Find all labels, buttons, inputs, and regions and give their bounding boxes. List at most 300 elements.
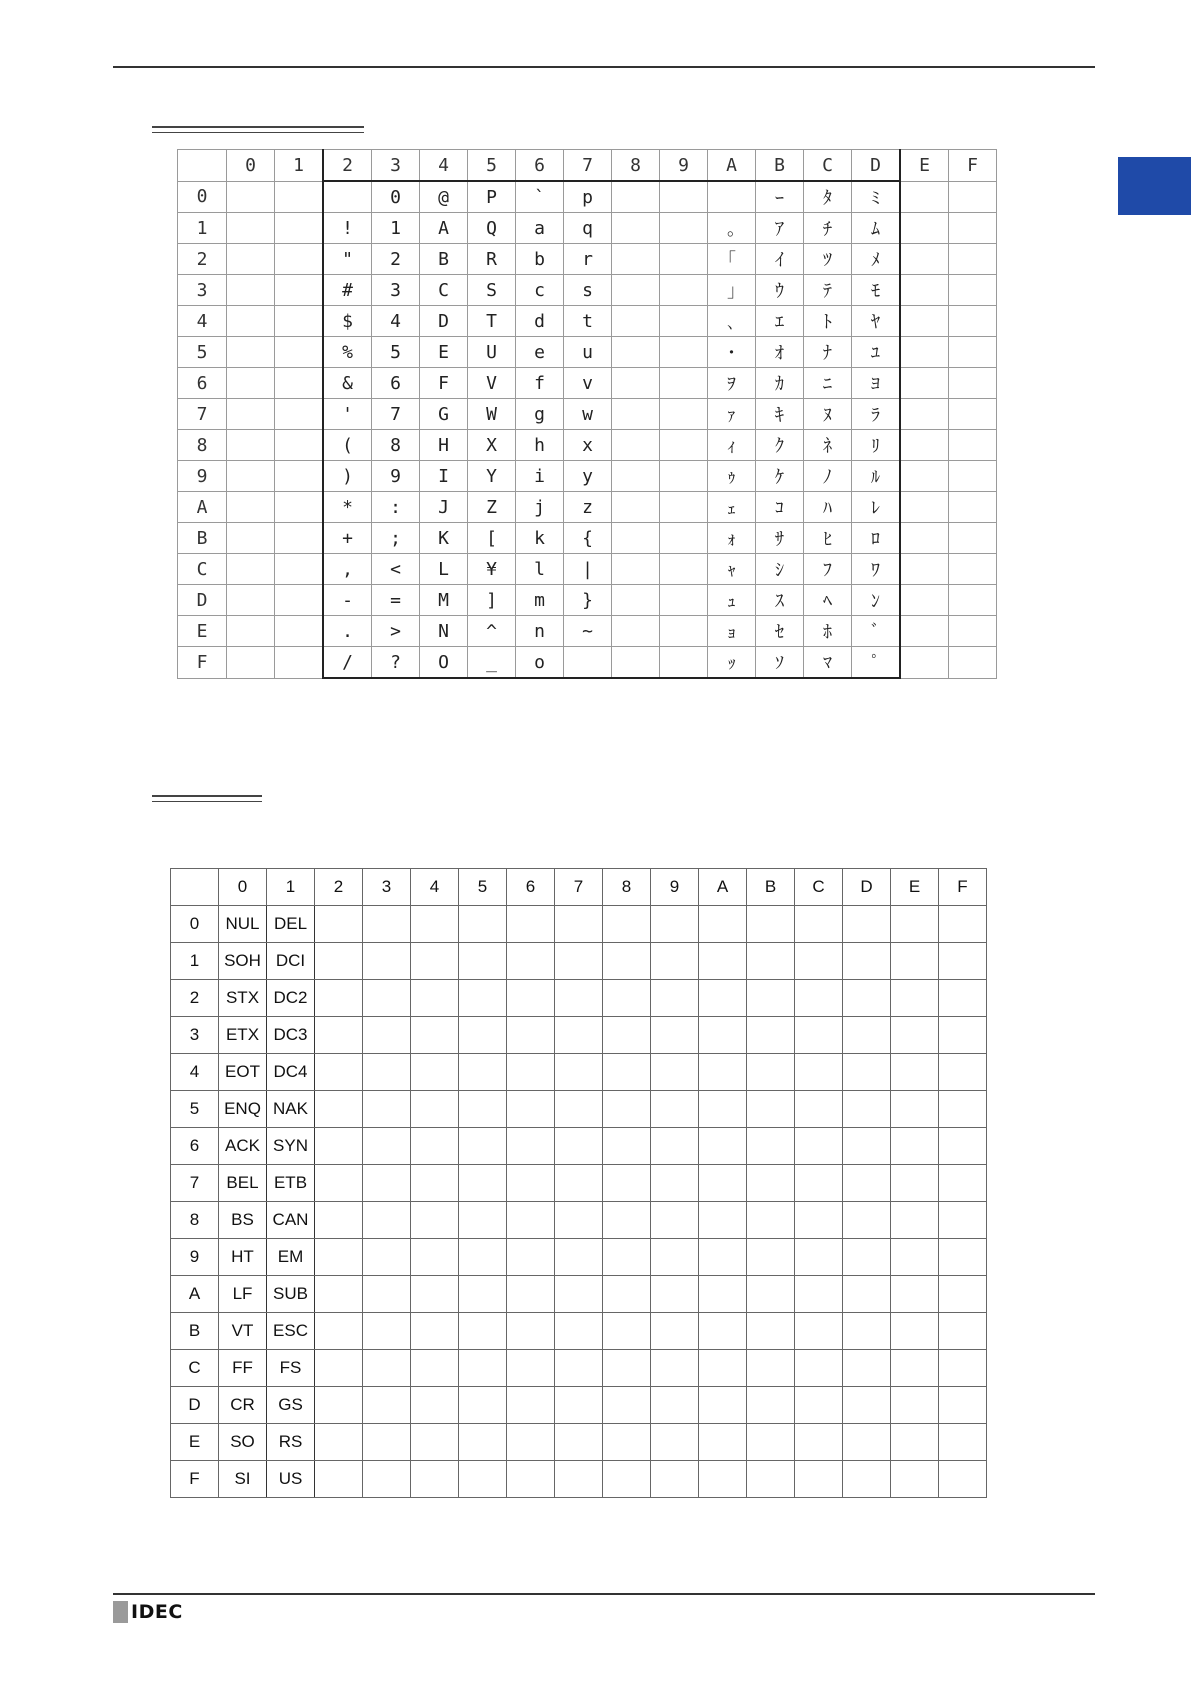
empty-cell [459, 1387, 507, 1424]
empty-cell [459, 1239, 507, 1276]
empty-cell [891, 1387, 939, 1424]
char-cell [227, 492, 275, 523]
char-cell: T [468, 306, 516, 337]
empty-cell [891, 1054, 939, 1091]
empty-cell [315, 1091, 363, 1128]
char-cell [900, 523, 949, 554]
header-row [178, 150, 997, 182]
char-cell: ｱ [756, 213, 804, 244]
empty-cell [363, 943, 411, 980]
empty-cell [795, 1165, 843, 1202]
char-cell [612, 554, 660, 585]
empty-cell [699, 1461, 747, 1498]
char-cell [949, 399, 997, 430]
row-header: B [171, 1313, 219, 1350]
empty-cell [699, 906, 747, 943]
empty-cell [315, 1313, 363, 1350]
row-header: A [171, 1276, 219, 1313]
empty-cell [555, 1054, 603, 1091]
empty-cell [939, 906, 987, 943]
char-cell [900, 181, 949, 213]
empty-cell [747, 1128, 795, 1165]
empty-cell [459, 1276, 507, 1313]
empty-cell [363, 1461, 411, 1498]
empty-cell [411, 943, 459, 980]
empty-cell [363, 1239, 411, 1276]
empty-cell [555, 1017, 603, 1054]
char-cell: ｻ [756, 523, 804, 554]
empty-cell [891, 1202, 939, 1239]
column-header: B [747, 869, 795, 906]
char-cell: ｺ [756, 492, 804, 523]
char-cell: i [516, 461, 564, 492]
char-cell [612, 647, 660, 679]
table-row [171, 1202, 987, 1239]
char-cell: ｿ [756, 647, 804, 679]
empty-cell [555, 1387, 603, 1424]
empty-cell [507, 943, 555, 980]
column-header: F [939, 869, 987, 906]
table-row [171, 1054, 987, 1091]
empty-cell [699, 1350, 747, 1387]
row-header: 9 [178, 461, 227, 492]
char-cell: J [420, 492, 468, 523]
table-row [178, 213, 997, 244]
char-cell [900, 492, 949, 523]
empty-cell [651, 1239, 699, 1276]
table-row [178, 244, 997, 275]
empty-cell [939, 1461, 987, 1498]
char-cell: 2 [372, 244, 420, 275]
char-cell: | [564, 554, 612, 585]
char-cell: } [564, 585, 612, 616]
char-cell [275, 554, 324, 585]
empty-cell [411, 1461, 459, 1498]
empty-cell [507, 1424, 555, 1461]
empty-cell [507, 1091, 555, 1128]
empty-cell [315, 1387, 363, 1424]
empty-cell [363, 1424, 411, 1461]
char-cell: ﾌ [804, 554, 852, 585]
header-row [171, 869, 987, 906]
char-cell [949, 213, 997, 244]
char-cell: ｰ [756, 181, 804, 213]
char-cell: ^ [468, 616, 516, 647]
empty-cell [747, 943, 795, 980]
char-cell [900, 461, 949, 492]
char-cell: [ [468, 523, 516, 554]
table-row [178, 430, 997, 461]
char-cell [227, 430, 275, 461]
empty-cell [795, 1424, 843, 1461]
char-cell: ﾈ [804, 430, 852, 461]
char-cell [227, 399, 275, 430]
char-cell [275, 523, 324, 554]
column-header: B [756, 150, 804, 182]
char-cell [949, 244, 997, 275]
char-cell [660, 306, 708, 337]
char-cell: 8 [372, 430, 420, 461]
empty-cell [891, 980, 939, 1017]
empty-cell [507, 1017, 555, 1054]
empty-cell [507, 1202, 555, 1239]
empty-cell [795, 1202, 843, 1239]
empty-cell [603, 943, 651, 980]
control-code-cell: DCI [267, 943, 315, 980]
control-code-cell: BEL [219, 1165, 267, 1202]
table-row [178, 368, 997, 399]
empty-cell [843, 1128, 891, 1165]
char-cell: b [516, 244, 564, 275]
empty-cell [603, 1202, 651, 1239]
char-cell [275, 275, 324, 306]
empty-cell [939, 1276, 987, 1313]
char-cell [275, 181, 324, 213]
char-cell [949, 275, 997, 306]
row-header: 3 [171, 1017, 219, 1054]
empty-cell [459, 1165, 507, 1202]
control-code-cell: FS [267, 1350, 315, 1387]
char-cell [900, 430, 949, 461]
char-cell: t [564, 306, 612, 337]
empty-cell [555, 1276, 603, 1313]
empty-cell [747, 1387, 795, 1424]
char-cell: ﾘ [852, 430, 901, 461]
empty-cell [411, 1313, 459, 1350]
row-header: C [171, 1350, 219, 1387]
char-cell: ﾕ [852, 337, 901, 368]
char-cell: ｧ [708, 399, 756, 430]
empty-cell [507, 1165, 555, 1202]
column-header: D [852, 150, 901, 182]
char-cell: ﾍ [804, 585, 852, 616]
control-code-cell: HT [219, 1239, 267, 1276]
table-row [171, 1276, 987, 1313]
empty-cell [651, 1017, 699, 1054]
empty-cell [651, 1202, 699, 1239]
char-cell [227, 275, 275, 306]
row-header: 3 [178, 275, 227, 306]
row-header: 7 [171, 1165, 219, 1202]
char-cell: ﾗ [852, 399, 901, 430]
char-cell: ｬ [708, 554, 756, 585]
empty-cell [507, 980, 555, 1017]
char-cell: ﾜ [852, 554, 901, 585]
char-cell: ¥ [468, 554, 516, 585]
empty-cell [891, 1091, 939, 1128]
empty-cell [411, 1276, 459, 1313]
empty-cell [507, 1128, 555, 1165]
char-cell: Z [468, 492, 516, 523]
char-cell: o [516, 647, 564, 679]
empty-cell [651, 1128, 699, 1165]
char-cell [949, 181, 997, 213]
char-cell: C [420, 275, 468, 306]
control-code-cell: CAN [267, 1202, 315, 1239]
char-cell [275, 430, 324, 461]
empty-cell [891, 1350, 939, 1387]
column-header: 5 [459, 869, 507, 906]
char-cell [227, 368, 275, 399]
char-cell [949, 616, 997, 647]
empty-cell [459, 1128, 507, 1165]
empty-cell [747, 1424, 795, 1461]
row-header: D [171, 1387, 219, 1424]
char-cell: < [372, 554, 420, 585]
char-cell: ﾎ [804, 616, 852, 647]
table-corner [178, 150, 227, 182]
char-cell: v [564, 368, 612, 399]
char-cell: M [420, 585, 468, 616]
empty-cell [411, 980, 459, 1017]
char-cell [660, 523, 708, 554]
empty-cell [939, 1091, 987, 1128]
empty-cell [411, 1091, 459, 1128]
control-code-table [170, 868, 987, 1498]
empty-cell [651, 1165, 699, 1202]
empty-cell [939, 1128, 987, 1165]
char-cell: ｼ [756, 554, 804, 585]
char-cell: ｩ [708, 461, 756, 492]
empty-cell [699, 1202, 747, 1239]
empty-cell [891, 943, 939, 980]
char-cell: ｷ [756, 399, 804, 430]
char-cell: ｾ [756, 616, 804, 647]
empty-cell [891, 1313, 939, 1350]
char-cell [612, 430, 660, 461]
char-cell [949, 337, 997, 368]
row-header: F [178, 647, 227, 679]
char-cell [900, 213, 949, 244]
empty-cell [795, 943, 843, 980]
char-cell: F [420, 368, 468, 399]
empty-cell [747, 980, 795, 1017]
table-row [178, 306, 997, 337]
char-cell: ﾋ [804, 523, 852, 554]
row-header: 6 [171, 1128, 219, 1165]
char-cell [227, 585, 275, 616]
table-row [171, 1017, 987, 1054]
row-header: 8 [178, 430, 227, 461]
empty-cell [699, 1239, 747, 1276]
control-code-cell: ESC [267, 1313, 315, 1350]
row-header: 7 [178, 399, 227, 430]
empty-cell [939, 1017, 987, 1054]
row-header: A [178, 492, 227, 523]
empty-cell [939, 1165, 987, 1202]
empty-cell [795, 1387, 843, 1424]
empty-cell [747, 1202, 795, 1239]
control-code-cell: SUB [267, 1276, 315, 1313]
control-code-cell: DC2 [267, 980, 315, 1017]
empty-cell [315, 1461, 363, 1498]
char-cell: ﾇ [804, 399, 852, 430]
control-code-cell: EM [267, 1239, 315, 1276]
char-cell [275, 213, 324, 244]
empty-cell [555, 1128, 603, 1165]
empty-cell [315, 1165, 363, 1202]
table-row [178, 181, 997, 213]
empty-cell [603, 1461, 651, 1498]
empty-cell [411, 1054, 459, 1091]
char-cell: ﾒ [852, 244, 901, 275]
control-code-cell: LF [219, 1276, 267, 1313]
char-cell [660, 492, 708, 523]
char-cell [900, 275, 949, 306]
column-header: C [795, 869, 843, 906]
char-cell [708, 181, 756, 213]
empty-cell [315, 906, 363, 943]
column-header: 4 [420, 150, 468, 182]
char-cell [612, 244, 660, 275]
empty-cell [555, 980, 603, 1017]
char-cell: ｳ [756, 275, 804, 306]
char-cell [227, 213, 275, 244]
char-cell: K [420, 523, 468, 554]
table-row [178, 616, 997, 647]
char-cell: y [564, 461, 612, 492]
char-cell: w [564, 399, 612, 430]
char-cell: Y [468, 461, 516, 492]
empty-cell [555, 1239, 603, 1276]
table-row [171, 1461, 987, 1498]
char-cell: L [420, 554, 468, 585]
char-cell [660, 368, 708, 399]
empty-cell [651, 980, 699, 1017]
section-heading-underline [152, 801, 262, 802]
empty-cell [459, 1091, 507, 1128]
empty-cell [843, 943, 891, 980]
char-cell: p [564, 181, 612, 213]
empty-cell [891, 1017, 939, 1054]
empty-cell [507, 1239, 555, 1276]
empty-cell [651, 1387, 699, 1424]
empty-cell [411, 906, 459, 943]
char-cell: { [564, 523, 612, 554]
control-code-cell: US [267, 1461, 315, 1498]
column-header: C [804, 150, 852, 182]
table-row [178, 523, 997, 554]
empty-cell [939, 943, 987, 980]
empty-cell [603, 1424, 651, 1461]
char-cell: ﾛ [852, 523, 901, 554]
char-cell [949, 554, 997, 585]
empty-cell [795, 1054, 843, 1091]
char-cell: . [323, 616, 372, 647]
row-header: 5 [171, 1091, 219, 1128]
empty-cell [603, 1276, 651, 1313]
column-header: A [708, 150, 756, 182]
empty-cell [459, 1461, 507, 1498]
empty-cell [507, 1054, 555, 1091]
char-cell: 9 [372, 461, 420, 492]
empty-cell [795, 1276, 843, 1313]
char-cell [227, 337, 275, 368]
column-header: 5 [468, 150, 516, 182]
char-cell: + [323, 523, 372, 554]
empty-cell [699, 1387, 747, 1424]
row-header: 0 [178, 181, 227, 213]
char-cell: q [564, 213, 612, 244]
idec-logo [113, 1601, 183, 1623]
empty-cell [603, 1128, 651, 1165]
row-header: 4 [178, 306, 227, 337]
empty-cell [411, 1165, 459, 1202]
empty-cell [555, 1313, 603, 1350]
char-cell: ｪ [708, 492, 756, 523]
empty-cell [555, 943, 603, 980]
column-header: 3 [372, 150, 420, 182]
char-cell: m [516, 585, 564, 616]
column-header: 9 [651, 869, 699, 906]
row-header: F [171, 1461, 219, 1498]
char-cell [949, 492, 997, 523]
char-cell [227, 554, 275, 585]
char-cell: u [564, 337, 612, 368]
column-header: 6 [507, 869, 555, 906]
empty-cell [459, 1054, 507, 1091]
empty-cell [939, 1239, 987, 1276]
empty-cell [843, 1239, 891, 1276]
empty-cell [411, 1017, 459, 1054]
char-cell: 5 [372, 337, 420, 368]
empty-cell [795, 1091, 843, 1128]
char-cell: W [468, 399, 516, 430]
empty-cell [843, 1091, 891, 1128]
char-cell: ﾓ [852, 275, 901, 306]
empty-cell [699, 1424, 747, 1461]
table-row [171, 943, 987, 980]
section-heading-underline [152, 795, 262, 797]
char-cell: : [372, 492, 420, 523]
table-row [178, 585, 997, 616]
empty-cell [747, 1017, 795, 1054]
control-code-cell: NUL [219, 906, 267, 943]
empty-cell [555, 1350, 603, 1387]
empty-cell [363, 1017, 411, 1054]
empty-cell [939, 1313, 987, 1350]
table-row [178, 492, 997, 523]
char-cell [949, 368, 997, 399]
char-cell: c [516, 275, 564, 306]
row-header: 6 [178, 368, 227, 399]
control-code-cell: ETB [267, 1165, 315, 1202]
char-cell: ~ [564, 616, 612, 647]
char-cell: _ [468, 647, 516, 679]
char-cell: s [564, 275, 612, 306]
char-cell: ( [323, 430, 372, 461]
row-header: 1 [178, 213, 227, 244]
table-row [171, 1091, 987, 1128]
table-row [171, 1350, 987, 1387]
char-cell: r [564, 244, 612, 275]
table-row [171, 1165, 987, 1202]
char-cell [227, 523, 275, 554]
empty-cell [315, 1128, 363, 1165]
char-cell: ｨ [708, 430, 756, 461]
column-header: F [949, 150, 997, 182]
char-cell [660, 181, 708, 213]
empty-cell [699, 1017, 747, 1054]
char-cell: ﾃ [804, 275, 852, 306]
empty-cell [795, 1128, 843, 1165]
empty-cell [651, 1313, 699, 1350]
char-cell: k [516, 523, 564, 554]
char-cell: ﾊ [804, 492, 852, 523]
char-cell: ｽ [756, 585, 804, 616]
char-cell: h [516, 430, 564, 461]
empty-cell [315, 1239, 363, 1276]
